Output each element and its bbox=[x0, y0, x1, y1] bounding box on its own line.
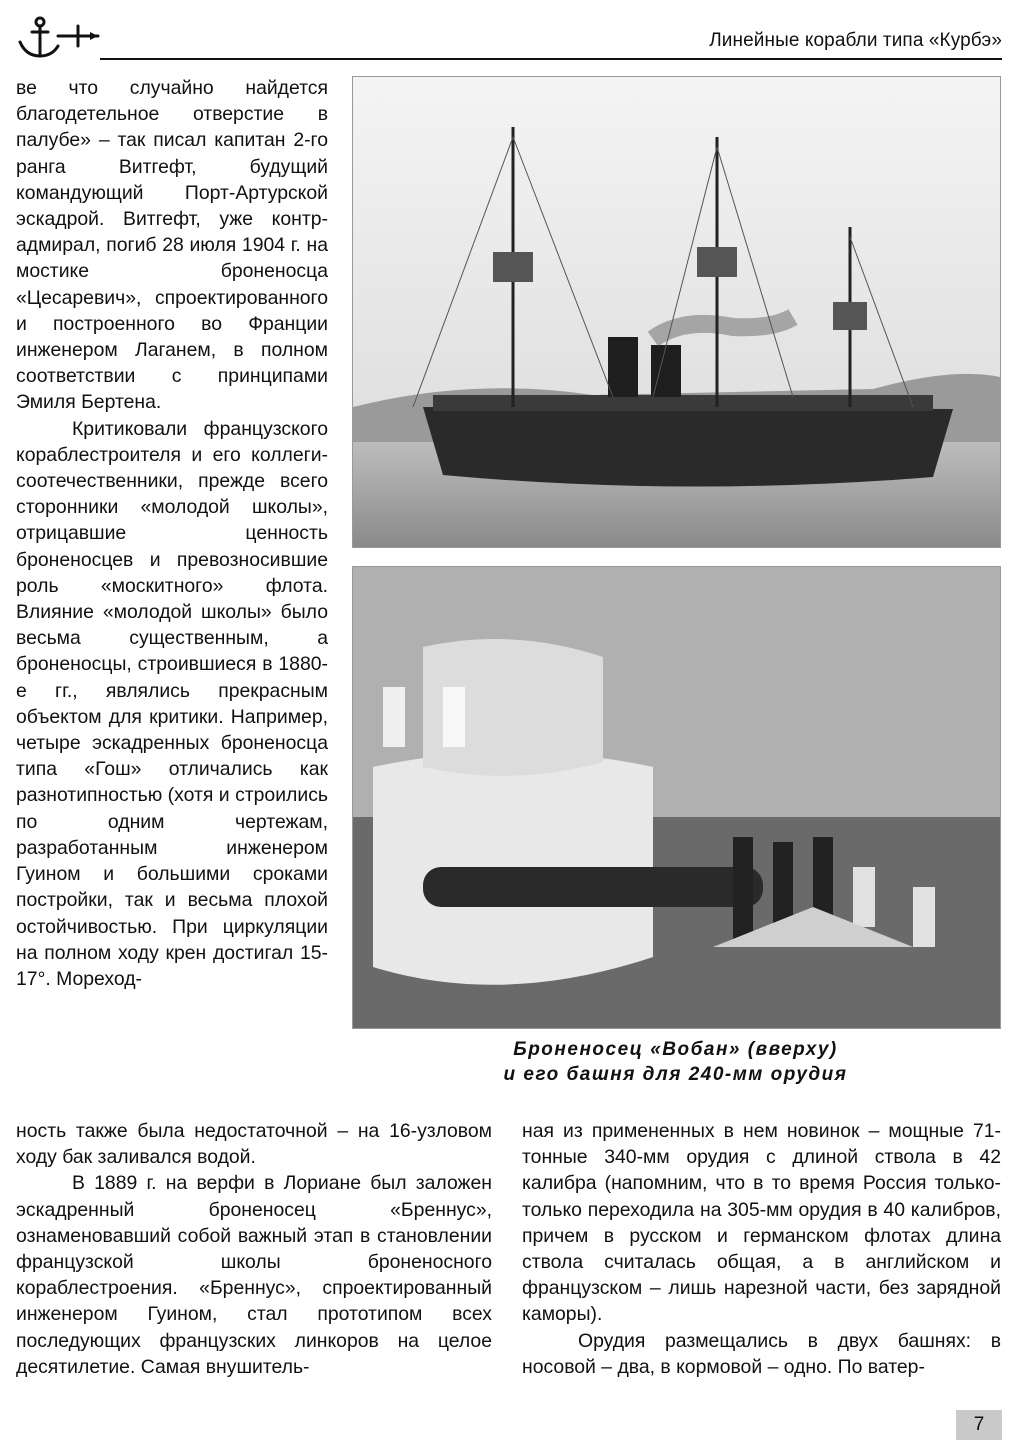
turret-painting-photo bbox=[352, 566, 1001, 1029]
anchor-sword-icon bbox=[12, 12, 100, 62]
battleship-photo bbox=[352, 76, 1001, 548]
paragraph: ве что случайно найдется благодетельное отверстие в палубе» – так писал капитан 2-го ранга Витгефт, будущий командующий Порт-Артурской эскадрой. Витгефт, уже контр-адмирал, погиб 28 июля 1904 г. на мостике броненосца «Цесаревич», спроектированного и построенного во Франции инженером Лаганем, в полном соответствии с принципами Эмиля Бертена. bbox=[16, 77, 328, 414]
paragraph: ная из примененных в нем новинок – мощные 71-тонные 340-мм орудия с длиной ствола в 42 калибра (напомним, что в то время Россия только-только переходила на 305-мм орудия в 40 калибров, причем в русском и германском флотах длина ствола считалась общая, а в английском и французском – лишь нарезной части, без зарядной каморы). bbox=[522, 1120, 1001, 1326]
left-column-top bbox=[16, 75, 328, 992]
caption-line: Броненосец «Вобан» (вверху) bbox=[513, 1039, 838, 1060]
paragraph: В 1889 г. на верфи в Лориане был заложен эскадренный броненосец «Бреннус», ознаменовавший собой важный этап в становлении французской школы броненосного кораблестроения. «Бреннус», спроектированный инженером Гуином, стал прототипом всех последующих французских линкоров на целое десятилетие. Самая внушитель- bbox=[16, 1172, 492, 1378]
running-header-title: Линейные корабли типа «Курбэ» bbox=[709, 30, 1002, 51]
photo-caption bbox=[352, 1037, 999, 1087]
page-number: 7 bbox=[956, 1410, 1002, 1440]
caption-line: и его башня для 240-мм орудия bbox=[503, 1064, 848, 1085]
left-column-bottom bbox=[16, 1118, 492, 1380]
header-divider bbox=[100, 58, 1002, 60]
paragraph: ность также была недостаточной – на 16-узловом ходу бак заливался водой. bbox=[16, 1120, 492, 1169]
paragraph: Орудия размещались в двух башнях: в носовой – два, в кормовой – одно. По ватер- bbox=[522, 1329, 1001, 1378]
paragraph: Критиковали французского кораблестроителя и его коллеги-соотечественники, прежде всего сторонники «молодой школы», отрицавшие ценность броненосцев и превозносившие роль «москитного» флота. Влияние «молодой школы» было весьма существенным, а броненосцы, строившиеся в 1880-е гг., являлись прекрасным объектом для критики. Например, четыре эскадренных броненосца типа «Гош» отличались как разнотипностью (хотя и строились по одним чертежам, разработанным инженером Гуином и большими сроками постройки, так и весьма плохой остойчивостью. При циркуляции на полном ходу крен достигал 15-17°. Мореход- bbox=[16, 417, 328, 990]
right-column-bottom bbox=[522, 1118, 1001, 1380]
